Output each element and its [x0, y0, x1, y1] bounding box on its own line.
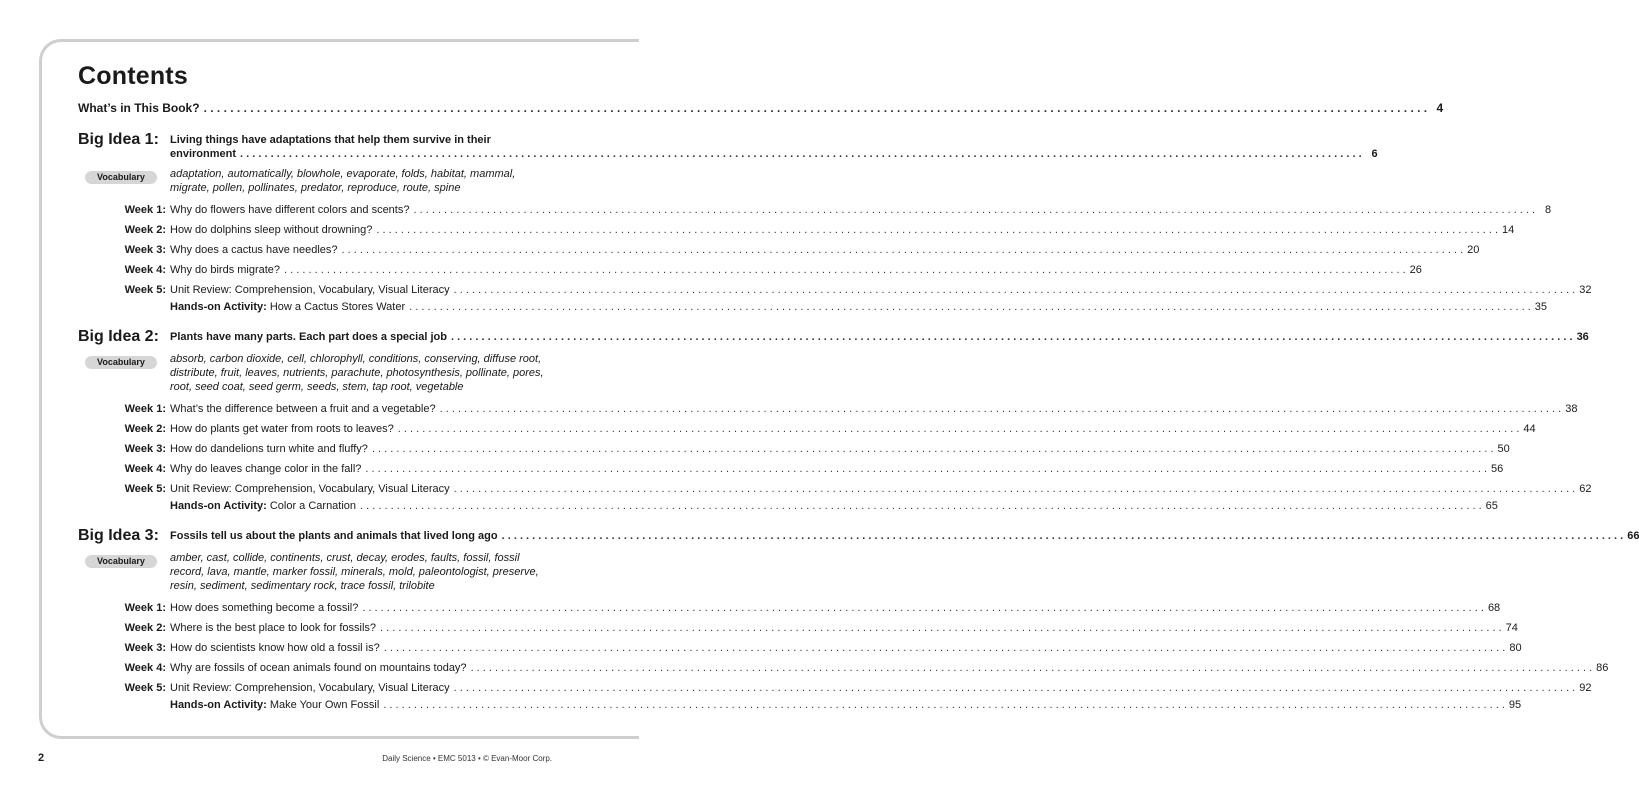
hands-on-page: 65 [1485, 500, 1498, 512]
vocabulary-row [78, 551, 546, 593]
week-title [170, 681, 1591, 695]
week-title-page: 80 [1509, 642, 1522, 654]
big-idea-title [170, 328, 1589, 346]
week-label: Week 5: [124, 284, 166, 296]
leader-dots [342, 243, 1464, 257]
week-title [170, 263, 1422, 277]
week-entry [78, 601, 1501, 615]
big-idea-title-text [170, 527, 1639, 543]
week-title-page: 20 [1467, 244, 1480, 256]
week-title-text: Why does a cactus have needles? [170, 244, 338, 256]
big-idea-title-last-line-text: Plants have many parts. Each part does a special job [170, 331, 447, 343]
week-label: Week 1: [124, 403, 166, 415]
leader-dots [398, 422, 1520, 436]
big-idea-label: Big Idea 3: [78, 527, 159, 544]
week-title-text: How do scientists know how old a fossil is? [170, 642, 380, 654]
big-idea-title-last-line [170, 330, 1589, 344]
leader-dots [376, 223, 1498, 237]
hands-on-page: 35 [1534, 301, 1547, 313]
week-entry [78, 621, 1518, 635]
leader-dots [380, 621, 1502, 635]
week-label: Week 2: [124, 224, 166, 236]
week-entry [78, 641, 1522, 655]
week-title-text: How do plants get water from roots to leaves? [170, 423, 394, 435]
leader-dots [365, 462, 1487, 476]
week-title-page: 50 [1497, 443, 1510, 455]
big-idea-title-last-line-page: 6 [1371, 148, 1378, 160]
leader-dots [204, 101, 1428, 115]
week-title [170, 621, 1518, 635]
leader-dots [502, 529, 1624, 543]
page-number: 2 [38, 752, 45, 764]
big-idea-title-last-line-text: environment [170, 148, 237, 160]
week-title [170, 203, 1551, 217]
week-title-page: 62 [1579, 483, 1592, 495]
hands-on-label: Hands-on Activity: [170, 699, 267, 711]
big-idea-label: Big Idea 2: [78, 328, 159, 345]
intro-entry [78, 101, 1444, 115]
week-title-text: How do dolphins sleep without drowning? [170, 224, 373, 236]
vocabulary-tag-wrap [78, 352, 170, 394]
hands-on-text [170, 499, 356, 513]
vocabulary-badge: Vocabulary [85, 171, 157, 184]
week-label: Week 4: [124, 264, 166, 276]
week-title [170, 283, 1591, 297]
big-idea-title-text [170, 131, 1378, 161]
intro-page: 4 [1436, 101, 1444, 115]
week-title-text: Why are fossils of ocean animals found on mountains today? [170, 662, 467, 674]
big-idea-title-last-line [170, 529, 1639, 543]
big-idea-section [78, 328, 1592, 513]
week-title-page: 8 [1544, 204, 1552, 216]
week-title [170, 422, 1536, 436]
week-title-page: 44 [1523, 423, 1536, 435]
week-entry [78, 243, 1480, 257]
vocabulary-row [78, 167, 546, 195]
week-label: Week 2: [124, 622, 166, 634]
week-list [78, 203, 1592, 297]
hands-on-title: How a Cactus Stores Water [269, 301, 406, 313]
week-title-text: Why do leaves change color in the fall? [170, 463, 362, 475]
leader-dots [451, 330, 1573, 344]
leader-dots [409, 300, 1531, 314]
hands-on-label: Hands-on Activity: [170, 301, 267, 313]
hands-on-label: Hands-on Activity: [170, 500, 267, 512]
week-label: Week 1: [124, 602, 166, 614]
week-label: Week 1: [124, 204, 166, 216]
big-idea-title-last-line-page: 36 [1576, 331, 1589, 343]
leader-dots [383, 698, 1505, 712]
big-idea-title-last-line [170, 147, 1378, 161]
week-title-text: What’s the difference between a fruit and a vegetable? [170, 403, 436, 415]
week-entry [78, 462, 1504, 476]
week-title-page: 38 [1565, 403, 1578, 415]
leader-dots [284, 263, 1406, 277]
vocabulary-badge: Vocabulary [85, 555, 157, 568]
week-label: Week 5: [124, 483, 166, 495]
week-label: Week 3: [124, 443, 166, 455]
vocabulary-badge: Vocabulary [85, 356, 157, 369]
week-title-text: Unit Review: Comprehension, Vocabulary, Visual Literacy [170, 682, 450, 694]
leader-dots [440, 402, 1562, 416]
footer-credit: Daily Science • EMC 5013 • © Evan-Moor Corp. [382, 754, 552, 763]
week-label: Week 3: [124, 244, 166, 256]
week-title [170, 442, 1510, 456]
week-title-page: 92 [1579, 682, 1592, 694]
leader-dots [372, 442, 1494, 456]
week-label: Week 4: [124, 662, 166, 674]
big-idea-title-last-line-page: 66 [1627, 530, 1639, 542]
week-title [170, 402, 1577, 416]
hands-on-text [170, 698, 379, 712]
hands-on-activity [170, 499, 1498, 513]
week-title [170, 243, 1479, 257]
page-title: Contents [78, 62, 188, 90]
week-entry [78, 402, 1578, 416]
hands-on-text [170, 300, 405, 314]
week-title-page: 86 [1596, 662, 1609, 674]
week-entry [78, 681, 1592, 695]
leader-dots [360, 499, 1482, 513]
week-title-text: Why do flowers have different colors and scents? [170, 204, 410, 216]
week-title [170, 223, 1514, 237]
vocabulary-list: adaptation, automatically, blowhole, evaporate, folds, habitat, mammal, migrate, pollen, pollinates, predator, reproduce, route, spine [170, 168, 516, 194]
vocabulary-row [78, 352, 546, 394]
week-title-page: 56 [1491, 463, 1504, 475]
week-title-page: 68 [1487, 602, 1501, 614]
page-footer [38, 752, 552, 764]
vocabulary-tag-wrap [78, 551, 170, 593]
big-idea-title [170, 131, 1378, 161]
hands-on-page: 95 [1508, 699, 1522, 711]
big-idea-heading [78, 131, 1378, 161]
week-entry [78, 661, 1609, 675]
hands-on-activity [170, 698, 1522, 712]
week-title [170, 601, 1500, 615]
big-idea-heading [78, 328, 1589, 346]
week-entry [78, 223, 1515, 237]
week-list [78, 402, 1592, 496]
leader-dots [454, 482, 1576, 496]
week-title-page: 74 [1505, 622, 1518, 634]
week-entry [78, 442, 1510, 456]
leader-dots [362, 601, 1484, 615]
week-entry [78, 283, 1592, 297]
big-idea-heading [78, 527, 1639, 545]
week-entry [78, 203, 1552, 217]
hands-on-activity [170, 300, 1547, 314]
week-label: Week 5: [124, 682, 166, 694]
leader-dots [454, 283, 1576, 297]
big-idea-section [78, 527, 1639, 712]
vocabulary-tag-wrap [78, 167, 170, 195]
big-idea-title-last-line-text: Fossils tell us about the plants and animals that lived long ago [170, 530, 498, 542]
week-entry [78, 482, 1592, 496]
leader-dots [454, 681, 1576, 695]
week-title [170, 482, 1591, 496]
leader-dots [413, 203, 1535, 217]
week-title-page: 26 [1409, 264, 1422, 276]
big-idea-title [170, 527, 1639, 545]
week-title-text: Why do birds migrate? [170, 264, 281, 276]
week-title-text: Unit Review: Comprehension, Vocabulary, Visual Literacy [170, 284, 450, 296]
week-title-text: How do dandelions turn white and fluffy? [170, 443, 368, 455]
hands-on-title: Make Your Own Fossil [269, 699, 380, 711]
leader-dots [384, 641, 1506, 655]
vocabulary-list: amber, cast, collide, continents, crust, decay, erodes, faults, fossil, fossil record, lava, mantle, marker fossil, minerals, mold, paleontologist, preserve, resin, sediment, sedimentary rock, trace fossil, trilobite [170, 552, 539, 592]
week-title [170, 462, 1503, 476]
week-title-text: Where is the best place to look for fossils? [170, 622, 377, 634]
week-list [78, 601, 1609, 695]
contents-page [78, 62, 1639, 726]
week-title [170, 661, 1608, 675]
intro-label: What’s in This Book? [78, 101, 200, 115]
week-label: Week 4: [124, 463, 166, 475]
week-entry [78, 263, 1422, 277]
leader-dots [471, 661, 1593, 675]
hands-on-title: Color a Carnation [269, 500, 357, 512]
leader-dots [240, 147, 1362, 161]
big-idea-section [78, 131, 1592, 314]
week-title-page: 32 [1579, 284, 1592, 296]
week-entry [78, 422, 1536, 436]
week-title [170, 641, 1522, 655]
week-title-text: Unit Review: Comprehension, Vocabulary, Visual Literacy [170, 483, 450, 495]
vocabulary-list: absorb, carbon dioxide, cell, chlorophyll, conditions, conserving, diffuse root, distribute, fruit, leaves, nutrients, parachute, photosynthesis, pollinate, pores, root, seed coat, seed germ, seeds, stem, tap root, vegetable [170, 353, 544, 393]
big-idea-label: Big Idea 1: [78, 131, 159, 148]
week-title-text: How does something become a fossil? [170, 602, 359, 614]
big-idea-title-text [170, 328, 1589, 344]
week-label: Week 2: [124, 423, 166, 435]
week-title-page: 14 [1502, 224, 1515, 236]
week-label: Week 3: [124, 642, 166, 654]
big-idea-title-line: Living things have adaptations that help them survive in their [170, 134, 491, 146]
